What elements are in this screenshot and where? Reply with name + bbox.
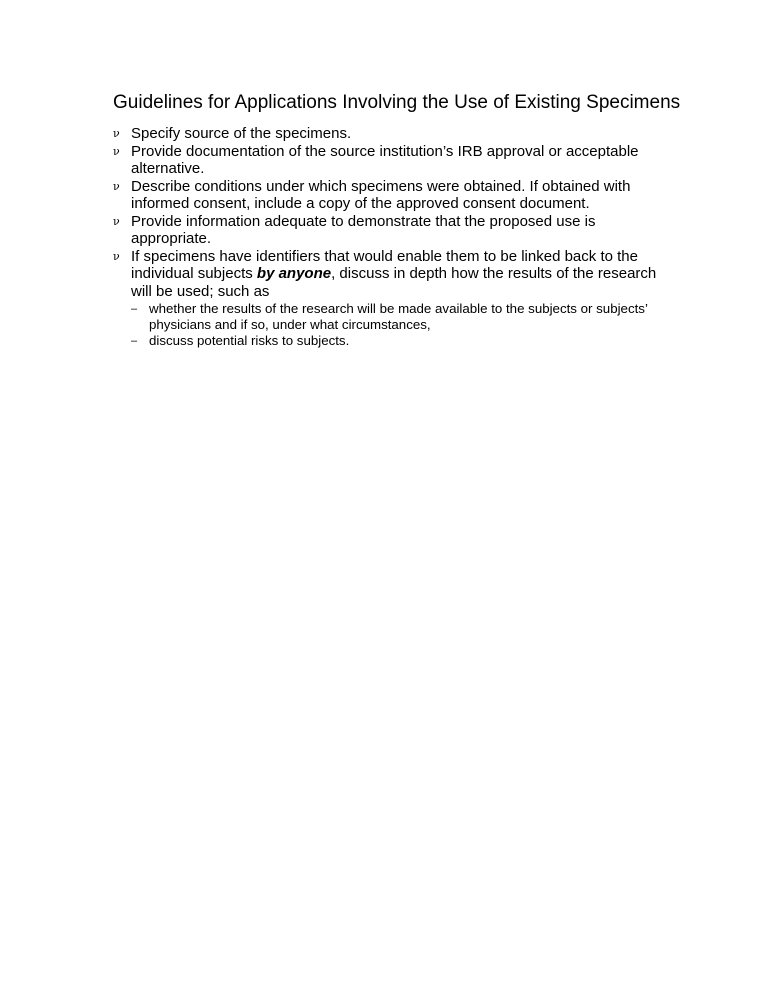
- bullet-icon: ν: [113, 179, 120, 193]
- bullet-icon: ν: [113, 249, 120, 263]
- list-item: [113, 248, 673, 350]
- document-title: Guidelines for Applications Involving the Use of Existing Specimens: [113, 92, 681, 113]
- list-item: [113, 178, 673, 213]
- sub-list-item: [131, 301, 673, 333]
- dash-icon: –: [131, 303, 138, 315]
- bullet-icon: ν: [113, 127, 120, 140]
- bullet-icon: ν: [113, 144, 120, 158]
- list-item: [113, 125, 673, 143]
- list-item-text-before: If specimens have identifiers that would enable them to be linked back to the individual subjects: [131, 247, 638, 282]
- list-item: [113, 143, 673, 178]
- list-item-text: Provide information adequate to demonstrate that the proposed use is appropriate.: [131, 212, 596, 247]
- sub-list-item-text: discuss potential risks to subjects.: [149, 333, 350, 348]
- emphasis-text: by anyone: [256, 265, 332, 282]
- dash-icon: –: [131, 335, 138, 347]
- list-item-text: Describe conditions under which specimens were obtained. If obtained with informed consent, include a copy of the approved consent document.: [131, 177, 631, 212]
- list-item-text: Specify source of the specimens.: [131, 125, 352, 142]
- bullet-icon: ν: [113, 214, 120, 228]
- list-item-text: Provide documentation of the source institution’s IRB approval or acceptable alternative.: [131, 142, 639, 177]
- guidelines-list: [113, 125, 673, 349]
- list-item: [113, 213, 673, 248]
- sub-list-item-text: whether the results of the research will be made available to the subjects or subjects’ physicians and if so, under what circumstances,: [149, 301, 648, 332]
- sub-list: [131, 301, 673, 349]
- sub-list-item: [131, 333, 673, 349]
- list-item-text-after: , discuss in depth how the results of the research will be used; such as: [131, 265, 657, 300]
